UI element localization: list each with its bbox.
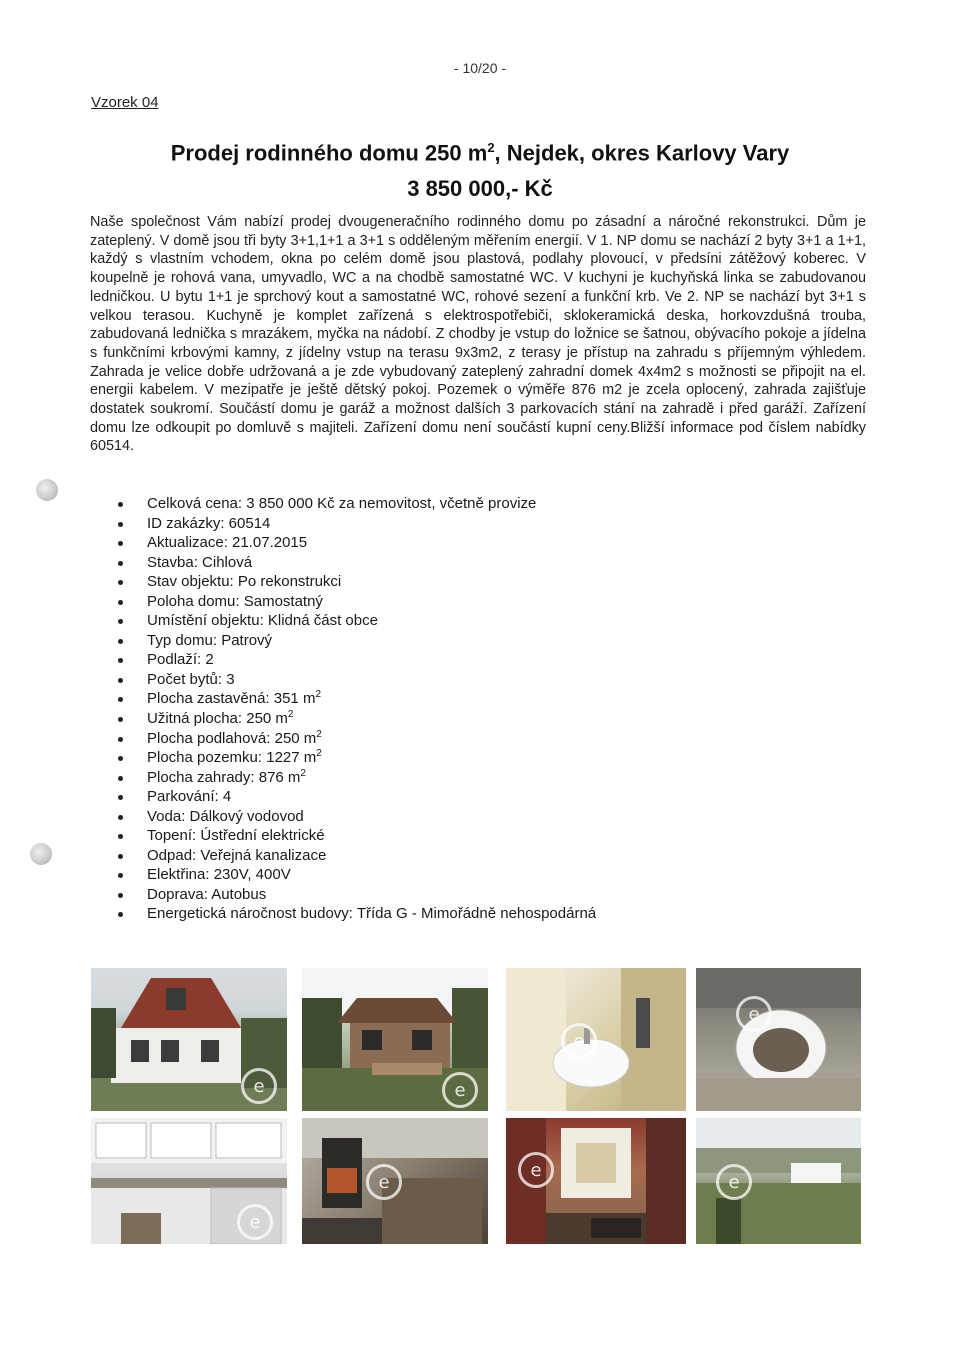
listing-title-rest: , Nejdek, okres Karlovy Vary bbox=[494, 140, 790, 166]
watermark-e-icon: e bbox=[561, 1023, 597, 1059]
punch-hole-bottom bbox=[30, 843, 52, 865]
spec-text: Plocha pozemku: 1227 m bbox=[147, 749, 317, 767]
spec-item bbox=[118, 826, 596, 846]
listing-price: 3 850 000,- Kč bbox=[407, 176, 553, 201]
spec-text: Topení: Ústřední elektrické bbox=[147, 827, 325, 845]
spec-text: ID zakázky: 60514 bbox=[147, 514, 271, 532]
listing-title bbox=[0, 140, 960, 166]
listing-title-main: Prodej rodinného domu 250 m bbox=[170, 140, 488, 166]
spec-item bbox=[118, 494, 596, 514]
spec-text: Typ domu: Patrový bbox=[147, 631, 273, 649]
photo-kitchen bbox=[91, 1118, 287, 1244]
spec-item bbox=[118, 650, 596, 670]
spec-superscript: 2 bbox=[300, 767, 306, 779]
sample-label: Vzorek 04 bbox=[91, 94, 159, 111]
spec-text: Doprava: Autobus bbox=[147, 885, 267, 903]
photo-house-exterior bbox=[91, 968, 287, 1111]
photo-garden-shed bbox=[302, 968, 488, 1111]
spec-item bbox=[118, 865, 596, 885]
watermark-e-icon: e bbox=[716, 1164, 752, 1200]
spec-text: Umístění objektu: Klidná část obce bbox=[147, 612, 378, 630]
watermark-e-icon: e bbox=[366, 1164, 402, 1200]
spec-item bbox=[118, 709, 596, 729]
spec-superscript: 2 bbox=[316, 728, 322, 740]
spec-text: Energetická náročnost budovy: Třída G - Mimořádně nehospodárná bbox=[147, 905, 597, 923]
spec-text: Voda: Dálkový vodovod bbox=[147, 807, 304, 825]
spec-text: Plocha zastavěná: 351 m bbox=[147, 690, 316, 708]
spec-item bbox=[118, 670, 596, 690]
page-number: - 10/20 - bbox=[453, 60, 507, 76]
photo-bathroom-toilet bbox=[696, 968, 861, 1111]
spec-item bbox=[118, 553, 596, 573]
spec-item bbox=[118, 768, 596, 788]
spec-text: Počet bytů: 3 bbox=[147, 670, 235, 688]
spec-superscript: 2 bbox=[315, 689, 321, 701]
watermark-e-icon: e bbox=[442, 1072, 478, 1108]
spec-text: Plocha podlahová: 250 m bbox=[147, 729, 317, 747]
spec-text: Elektřina: 230V, 400V bbox=[147, 866, 291, 884]
listing-description: Naše společnost Vám nabízí prodej dvougeneračního rodinného domu po zásadní a náročné rekonstrukci. Dům je zateplený. V domě jsou tři byty 3+1,1+1 a 3+1 s odděleným měřením energií. V 1. NP domu se nachází 2 byty 3+1 a 1+1, každý s vlastním vchodem, okna po celém domě jsou plastová, podlahy plovoucí, v předsíni zátěžový koberec. V koupelně je rohová vana, umyvadlo, WC a na chodbě samostatné WC. V kuchyni je kuchyňská linka se zabudovanou ledničkou. U bytu 1+1 je sprchový kout a samostatné WC, rohové sezení a funkční krb. Ve 2. NP se nachází byt 3+1 s velkou terasou. Kuchyně je komplet zařízená s elektrospotřebiči, sklokeramická deska, horkovzdušná trouba, zabudovaná lednička s mrazákem, myčka na nádobí. Z chodby je vstup do ložnice se šatnou, obývacího pokoje a jídelna s funkčními krbovými kamny, z jídelny vstup na terasu 9x3m2, z terasy je přístup na zahradu s příjemným výhledem. Zahrada je velice dobře udržovaná a je zde vybudovaný zateplený zahradní domek 4x4m2 s možnosti se připojit na el. energii kabelem. V mezipatře je ještě dětský pokoj. Pozemek o výměře 876 m2 je zcela oplocený, zahrada zajišťuje dostatek soukromí. Součástí domu je garáž a možnost dalších 3 parkovacích stání na zahradě i před garáží. Zařízení domu lze odkoupit po domluvě s majiteli. Zařízení domu není součástí kupní ceny.Bližší informace pod číslem nabídky 60514. bbox=[90, 214, 866, 455]
spec-item bbox=[118, 572, 596, 592]
spec-item bbox=[118, 748, 596, 768]
spec-item bbox=[118, 592, 596, 612]
spec-superscript: 2 bbox=[316, 748, 322, 760]
spec-item bbox=[118, 846, 596, 866]
toilet-illustration bbox=[696, 968, 861, 1111]
spec-text: Stav objektu: Po rekonstrukci bbox=[147, 573, 342, 591]
spec-item bbox=[118, 631, 596, 651]
photo-living-room-stove bbox=[302, 1118, 488, 1244]
photo-bathroom-sink bbox=[506, 968, 686, 1111]
photo-hallway-stairs bbox=[506, 1118, 686, 1244]
spec-text: Stavba: Cihlová bbox=[147, 553, 253, 571]
spec-text: Plocha zahrady: 876 m bbox=[147, 768, 301, 786]
watermark-e-icon: e bbox=[518, 1152, 554, 1188]
punch-hole-top bbox=[36, 479, 58, 501]
spec-item bbox=[118, 885, 596, 905]
spec-text: Podlaží: 2 bbox=[147, 651, 214, 669]
spec-item bbox=[118, 807, 596, 827]
spec-item bbox=[118, 533, 596, 553]
spec-superscript: 2 bbox=[287, 709, 294, 721]
spec-text: Užitná plocha: 250 m bbox=[147, 710, 288, 728]
spec-text: Aktualizace: 21.07.2015 bbox=[147, 534, 308, 552]
watermark-e-icon: e bbox=[237, 1204, 273, 1240]
spec-item bbox=[118, 787, 596, 807]
spec-text: Celková cena: 3 850 000 Kč za nemovitost, včetně provize bbox=[147, 495, 537, 512]
spec-item bbox=[118, 689, 596, 709]
spec-item bbox=[118, 611, 596, 631]
photo-garden-view bbox=[696, 1118, 861, 1244]
spec-text: Poloha domu: Samostatný bbox=[147, 592, 323, 610]
watermark-e-icon: e bbox=[241, 1068, 277, 1104]
watermark-e-icon: e bbox=[736, 996, 772, 1032]
spec-item bbox=[118, 904, 596, 924]
spec-item bbox=[118, 729, 596, 749]
spec-list bbox=[118, 494, 596, 924]
spec-item bbox=[118, 514, 596, 534]
listing-title-sup: 2 bbox=[487, 140, 495, 155]
spec-text: Parkování: 4 bbox=[147, 788, 232, 806]
spec-text: Odpad: Veřejná kanalizace bbox=[147, 846, 327, 864]
